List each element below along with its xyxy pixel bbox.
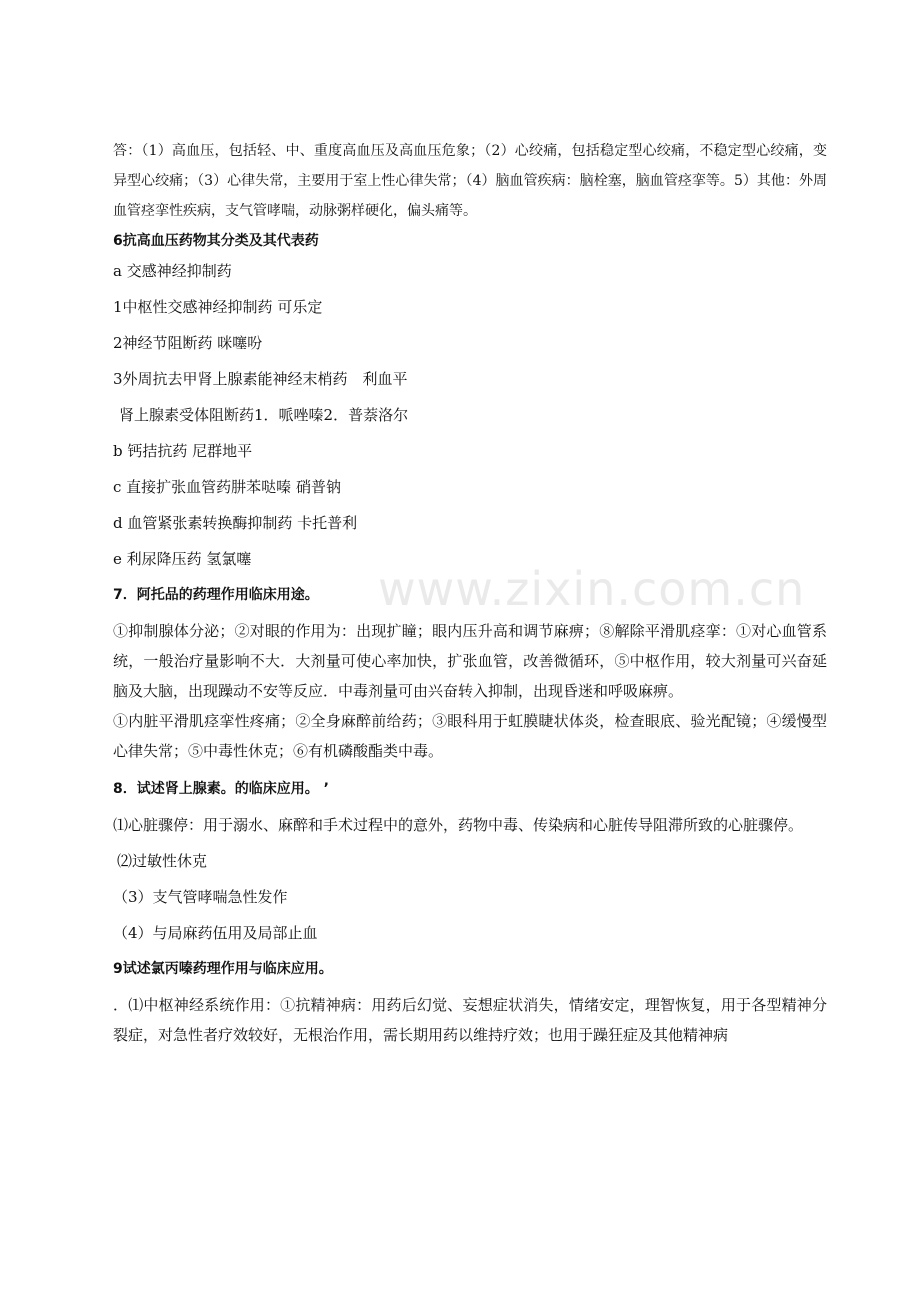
section-6-item: 1中枢性交感神经抑制药 可乐定 (113, 298, 323, 316)
section-7-heading: 7．阿托品的药理作用临床用途。 (113, 587, 319, 603)
section-6-item: a 交感神经抑制药 (113, 262, 232, 280)
section-8-item: ⑴心脏骤停：用于溺水、麻醉和手术过程中的意外，药物中毒、传染病和心脏传导阻滞所致的心脏骤停。 (113, 816, 804, 834)
watermark: www.zixin.com.cn (378, 562, 806, 616)
section-6-item: c 直接扩张血管药肼苯哒嗪 硝普钠 (113, 478, 341, 496)
section-6-item: b 钙拮抗药 尼群地平 (113, 442, 253, 460)
section-8-item: （4）与局麻药伍用及局部止血 (113, 924, 318, 942)
answer-paragraph: 答：（1）高血压，包括轻、中、重度高血压及高血压危象；（2）心绞痛，包括稳定型心绞痛，不稳定型心绞痛，变异型心绞痛；（3）心律失常，主要用于室上性心律失常；（4）脑血管疾病：脑栓塞，脑血管痉挛等。5）其他：外周血管痉挛性疾病，支气管哮喘，动脉粥样硬化，偏头痛等。 (113, 143, 827, 219)
section-9-heading: 9试述氯丙嗪药理作用与临床应用。 (113, 961, 333, 977)
section-6-item: d 血管紧张素转换酶抑制药 卡托普利 (113, 514, 358, 532)
section-9-paragraph: ．⑴中枢神经系统作用：①抗精神病：用药后幻觉、妄想症状消失，情绪安定，理智恢复，用于各型精神分裂症，对急性者疗效较好，无根治作用，需长期用药以维持疗效；也用于躁狂症及其他精神病 (113, 996, 827, 1044)
section-6-item: 肾上腺素受体阻断药1．哌唑嗪2．普萘洛尔 (119, 406, 409, 424)
section-7-clinical-use: ①内脏平滑肌痉挛性疼痛；②全身麻醉前给药；③眼科用于虹膜睫状体炎，检查眼底、验光配镜；④缓慢型心律失常；⑤中毒性休克；⑥有机磷酸酯类中毒。 (113, 712, 827, 760)
section-6-heading: 6抗高血压药物其分类及其代表药 (113, 233, 319, 249)
section-8-item: ⑵过敏性休克 (117, 852, 208, 870)
section-7-pharmacology: ①抑制腺体分泌；②对眼的作用为：出现扩瞳；眼内压升高和调节麻痹；⑧解除平滑肌痉挛：①对心血管系统，一般治疗量影响不大．大剂量可使心率加快，扩张血管，改善微循环，⑤中枢作用，较大剂量可兴奋延脑及大脑，出现躁动不安等反应．中毒剂量可由兴奋转入抑制，出现昏迷和呼吸麻痹。 (113, 622, 827, 700)
section-6-item: 3外周抗去甲肾上腺素能神经末梢药 利血平 (113, 370, 408, 388)
section-6-item: e 利尿降压药 氢氯噻 (113, 550, 252, 568)
section-8-heading: 8．试述肾上腺素。的临床应用。 ’ (113, 781, 329, 797)
document-content (113, 136, 827, 1050)
section-8-item: （3）支气管哮喘急性发作 (113, 888, 288, 906)
section-6-item: 2神经节阻断药 咪噻吩 (113, 334, 263, 352)
